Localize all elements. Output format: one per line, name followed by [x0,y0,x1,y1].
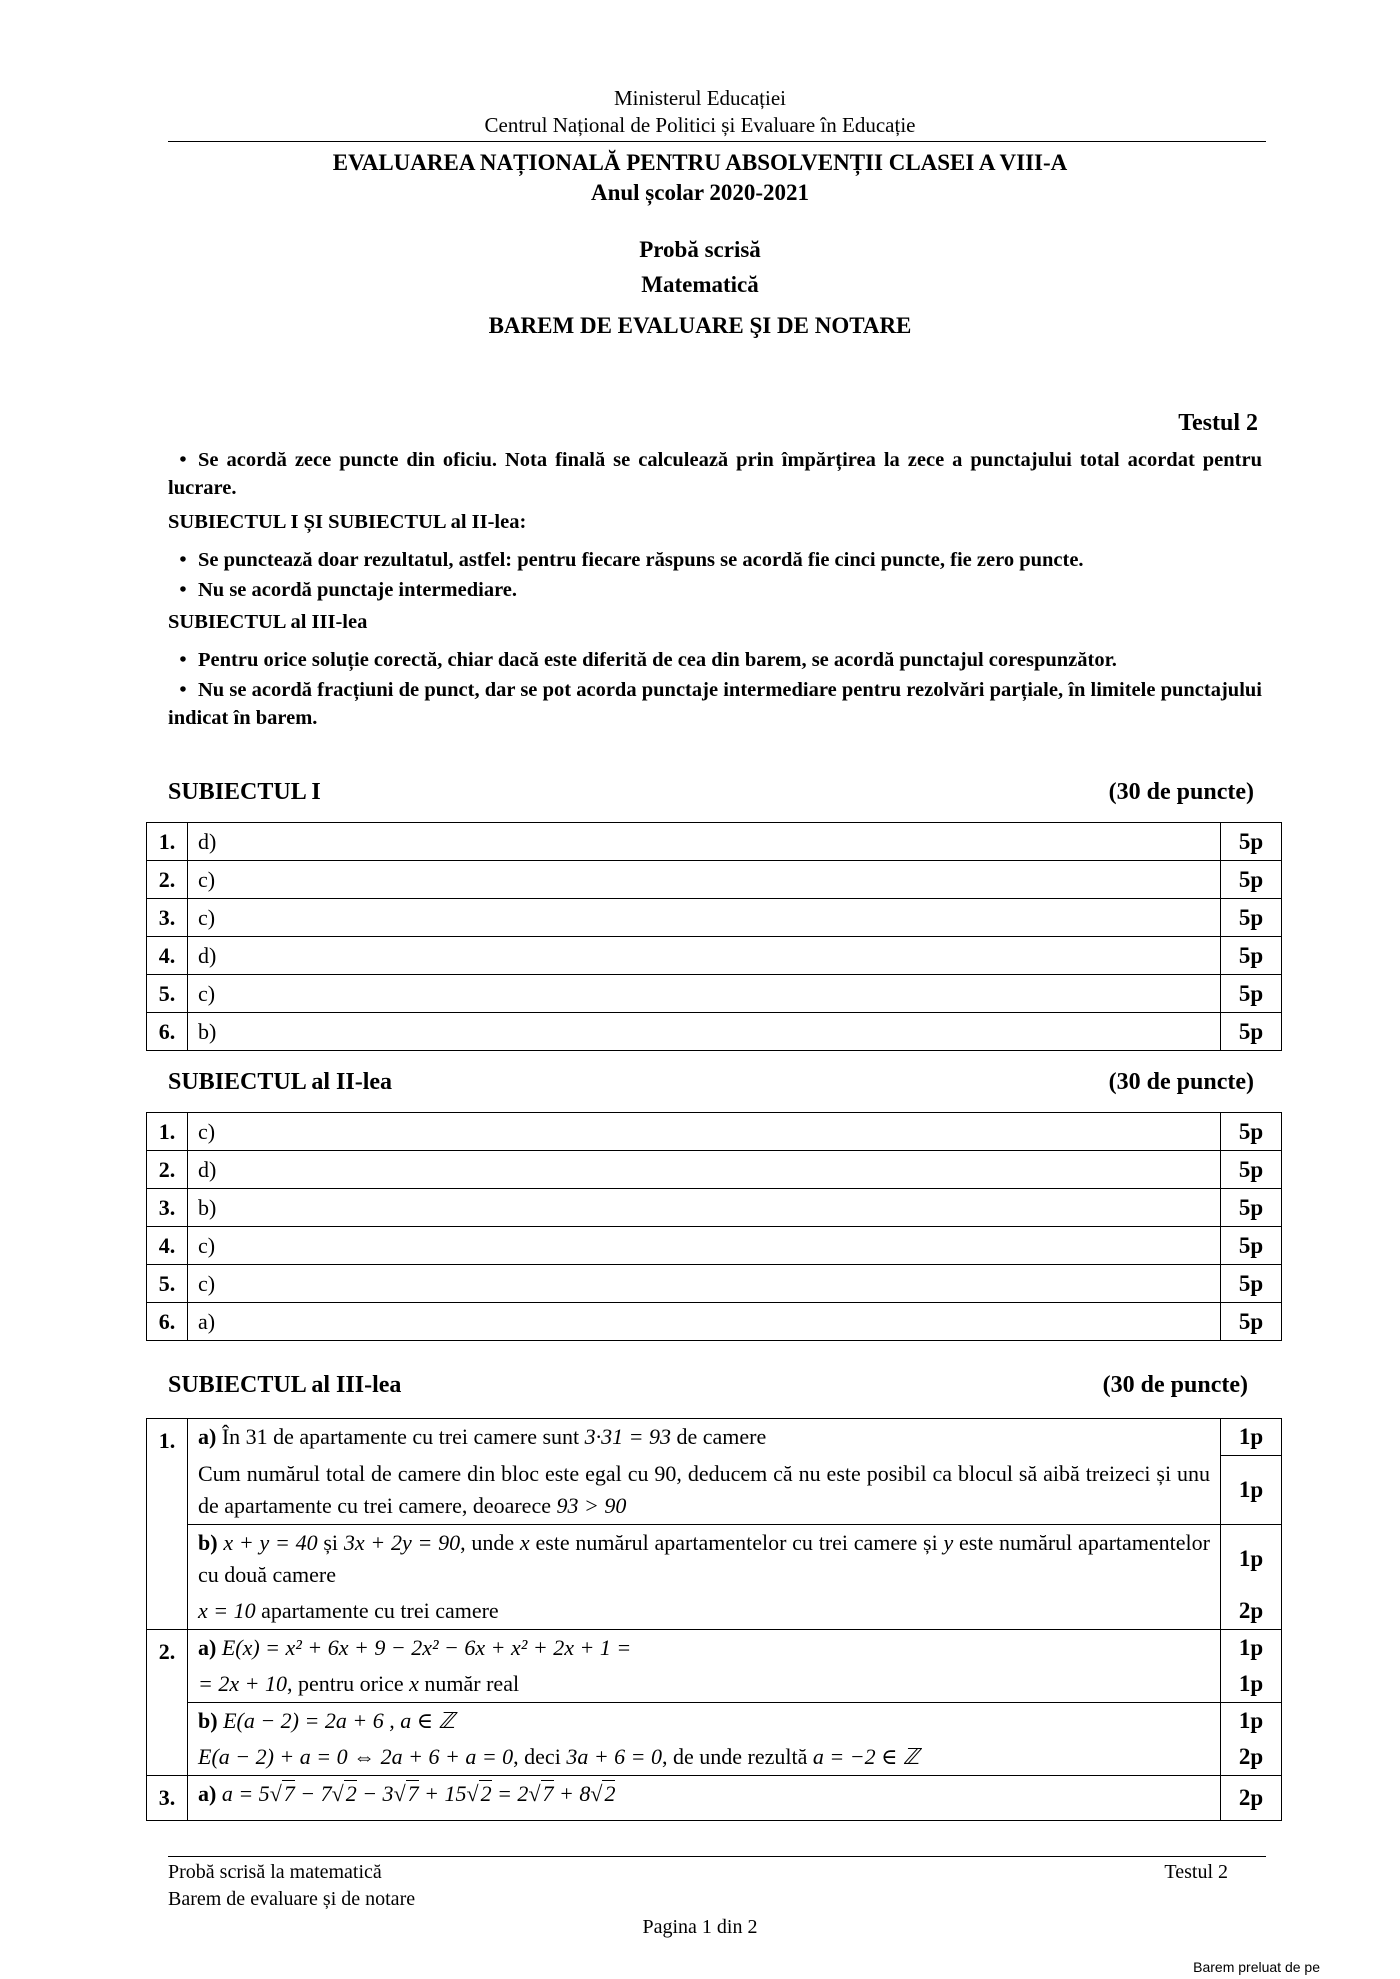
step-points: 1p [1221,1629,1282,1666]
step-points: 1p [1221,1702,1282,1739]
answer-letter: b) [188,1189,1221,1227]
part-label: b) [198,1707,218,1733]
answer-row [147,1189,1282,1227]
rule-text: Nu se acordă punctaje intermediare. [198,579,518,601]
answer-row [147,823,1282,861]
barem-title: BAREM DE EVALUARE ŞI DE NOTARE [488,313,912,338]
answer-row [147,1113,1282,1151]
solution-step [188,1524,1221,1593]
footer-rule [168,1856,1266,1857]
step-text: și [323,1529,339,1555]
subject-title: Matematică [641,272,759,297]
step-points: 1p [1221,1666,1282,1703]
answer-points: 5p [1221,1265,1282,1303]
step-math: a = −2 ∈ ℤ [812,1743,920,1769]
center-name: Centrul Național de Politici și Evaluare în Educație [484,113,916,137]
section-points: (30 de puncte) [1108,779,1254,805]
part-label: a) [198,1634,217,1660]
answer-row [147,975,1282,1013]
answer-letter: c) [188,1113,1221,1151]
solution-row [147,1593,1282,1630]
test-number: Testul 2 [1178,410,1258,436]
solution-step [188,1456,1221,1525]
answer-row [147,899,1282,937]
radicand: 7 [407,1780,419,1806]
answer-letter: c) [188,1227,1221,1265]
step-text: apartamente cu trei camere [261,1597,499,1623]
question-number: 3. [147,1775,188,1820]
proba-title: Probă scrisă [639,237,761,262]
question-number: 4. [147,937,188,975]
answer-row [147,1227,1282,1265]
step-math: x = 10 [198,1597,256,1623]
part-label: a) [198,1780,217,1806]
rule-item [168,546,1262,574]
answer-points: 5p [1221,861,1282,899]
step-points: 2p [1221,1775,1282,1820]
rule-item [168,576,1262,604]
answers-table-s1 [146,822,1282,1051]
page-number: Pagina 1 din 2 [642,1916,758,1938]
answer-points: 5p [1221,1227,1282,1265]
question-number: 6. [147,1013,188,1051]
part-label: a) [198,1424,217,1449]
answers-table-s2 [146,1112,1282,1341]
grading-rules [168,446,1262,732]
rule-text: Se punctează doar rezultatul, astfel: pentru fiecare răspuns se acordă fie cinci puncte, fie zero puncte. [198,549,1084,571]
question-number: 1. [147,1419,188,1630]
math-term: − 3 [356,1780,394,1806]
question-number: 4. [147,1227,188,1265]
header-rule [168,141,1266,142]
solutions-table-s3 [146,1418,1282,1821]
answer-points: 5p [1221,1151,1282,1189]
answer-row [147,861,1282,899]
step-math: 3a + 6 = 0 [566,1743,663,1769]
rules-heading: SUBIECTUL al III-lea [168,611,368,633]
step-math: E(x) = x² + 6x + 9 − 2x² − 6x + x² + 2x + 1 = [221,1634,632,1660]
solution-row [147,1666,1282,1703]
step-math: a = 5√7 − 7√2 − 3√7 + 15√2 = 2√7 + 8√2 [221,1780,616,1806]
answer-letter: d) [188,1151,1221,1189]
question-number: 3. [147,1189,188,1227]
source-note: Barem preluat de pe [1193,1959,1320,1975]
answer-letter: b) [188,1013,1221,1051]
answer-letter: d) [188,937,1221,975]
section-title: SUBIECTUL I [168,779,321,805]
solution-row [147,1739,1282,1776]
solution-step [188,1775,1221,1820]
answer-letter: c) [188,975,1221,1013]
step-math: x + y = 40 [223,1529,318,1555]
question-number: 5. [147,975,188,1013]
step-math: E(a − 2) + a = 0 ⇔ 2a + 6 + a = 0 [198,1743,514,1769]
question-number: 3. [147,899,188,937]
step-points: 1p [1221,1524,1282,1593]
step-math: y [943,1529,954,1555]
answer-points: 5p [1221,899,1282,937]
answer-points: 5p [1221,1013,1282,1051]
step-text: , deci [513,1743,561,1769]
answer-points: 5p [1221,1113,1282,1151]
rule-item [168,646,1262,674]
step-text: , pentru orice [286,1670,404,1696]
step-text: este numărul apartamentelor cu două camere [198,1529,1210,1587]
solution-row [147,1775,1282,1820]
step-math: x [519,1529,530,1555]
math-term: + 15 [418,1780,467,1806]
step-math: = 2x + 10 [198,1670,287,1696]
answer-points: 5p [1221,1303,1282,1341]
rule-text: Se acordă zece puncte din oficiu. Nota finală se calculează prin împărțirea la zece a punctajului total acordat pentru lucrare. [168,449,1262,499]
ministry-name: Ministerul Educației [613,86,787,110]
step-math: 3x + 2y = 90 [343,1529,461,1555]
solution-step [188,1666,1221,1703]
question-number: 5. [147,1265,188,1303]
rule-item [168,446,1262,502]
footer-left-line2: Barem de evaluare și de notare [168,1888,416,1910]
step-text: este numărul apartamentelor cu trei camere și [535,1529,938,1555]
footer-test: Testul 2 [1164,1861,1228,1883]
rule-text: Pentru orice soluție corectă, chiar dacă este diferită de cea din barem, se acordă punctajul corespunzător. [198,649,1117,671]
step-text: Cum numărul total de camere din bloc este egal cu 90, deducem că nu este posibil ca blocul să aibă treizeci și unu de apartamente cu trei camere, deoarece [198,1460,1210,1518]
answer-points: 5p [1221,937,1282,975]
question-number: 1. [147,1113,188,1151]
answer-points: 5p [1221,975,1282,1013]
question-number: 1. [147,823,188,861]
bullet-icon: • [179,449,187,471]
answer-points: 5p [1221,1189,1282,1227]
step-text: În 31 de apartamente cu trei camere sunt [221,1424,580,1449]
math-term: − 7 [294,1780,332,1806]
answer-letter: c) [188,899,1221,937]
solution-row [147,1456,1282,1525]
bullet-icon: • [179,649,187,671]
radicand: 2 [480,1780,492,1806]
bullet-icon: • [179,679,187,701]
math-term: a = 5 [221,1780,270,1806]
step-text: număr real [424,1670,520,1696]
question-number: 2. [147,861,188,899]
radicand: 7 [283,1780,295,1806]
footer-left-line1: Probă scrisă la matematică [168,1861,382,1883]
step-points: 1p [1221,1419,1282,1456]
answer-row [147,1013,1282,1051]
section-points: (30 de puncte) [1102,1372,1248,1398]
answer-row [147,1303,1282,1341]
answer-points: 5p [1221,823,1282,861]
answer-row [147,1265,1282,1303]
solution-step [188,1629,1221,1666]
solution-step [188,1419,1221,1456]
rules-heading: SUBIECTUL I ȘI SUBIECTUL al II-lea: [168,511,527,533]
part-label: b) [198,1529,218,1555]
rule-text: Nu se acordă fracțiuni de punct, dar se pot acorda punctaje intermediare pentru rezolvări parțiale, în limitele punctajului indicat în barem. [168,679,1262,729]
step-points: 2p [1221,1593,1282,1630]
solution-step [188,1593,1221,1630]
radicand: 2 [345,1780,357,1806]
answer-letter: c) [188,861,1221,899]
section-points: (30 de puncte) [1108,1069,1254,1095]
step-text: , unde [460,1529,515,1555]
step-math: E(a − 2) = 2a + 6 , a ∈ ℤ [223,1707,455,1733]
step-points: 1p [1221,1456,1282,1525]
answer-letter: d) [188,823,1221,861]
section-title: SUBIECTUL al II-lea [168,1069,393,1095]
section-title: SUBIECTUL al III-lea [168,1372,402,1398]
radicand: 7 [542,1780,554,1806]
step-math: x [409,1670,419,1696]
answer-letter: c) [188,1265,1221,1303]
solution-row [147,1419,1282,1456]
exam-title: EVALUAREA NAȚIONALĂ PENTRU ABSOLVENȚII CLASEI A VIII-A [332,150,1068,175]
solution-row [147,1629,1282,1666]
question-number: 2. [147,1629,188,1775]
step-math: 3·31 = 93 [584,1424,672,1449]
solution-row [147,1524,1282,1593]
answer-letter: a) [188,1303,1221,1341]
question-number: 2. [147,1151,188,1189]
answer-row [147,1151,1282,1189]
step-text: de camere [676,1424,767,1449]
school-year: Anul școlar 2020-2021 [590,180,810,205]
solution-step [188,1702,1221,1739]
question-number: 6. [147,1303,188,1341]
bullet-icon: • [179,579,187,601]
rule-item [168,676,1262,732]
step-points: 2p [1221,1739,1282,1776]
step-math: 93 > 90 [556,1492,627,1518]
bullet-icon: • [179,549,187,571]
solution-step [188,1739,1221,1776]
radicand: 2 [604,1780,616,1806]
math-term: + 8 [553,1780,591,1806]
solution-row [147,1702,1282,1739]
answer-row [147,937,1282,975]
math-term: = 2 [491,1780,529,1806]
step-text: , de unde rezultă [662,1743,808,1769]
